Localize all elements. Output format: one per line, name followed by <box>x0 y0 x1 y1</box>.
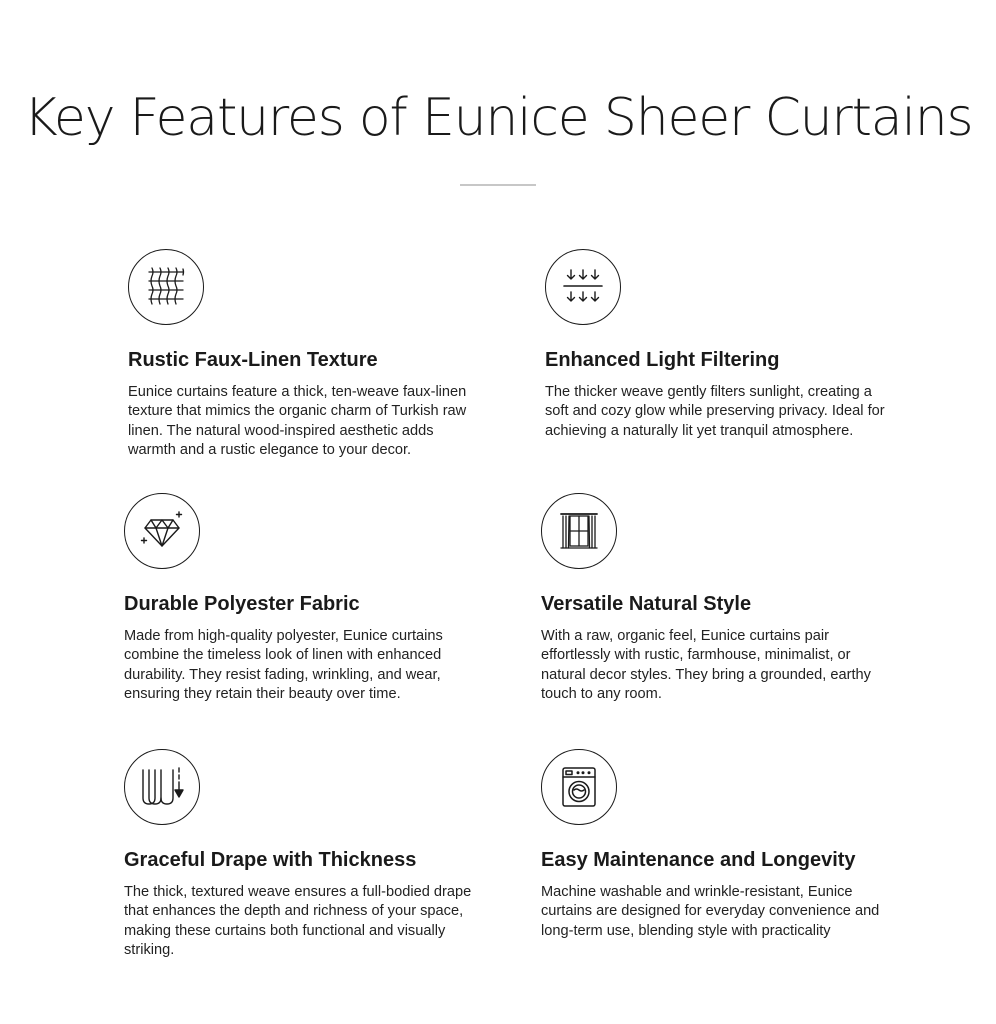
feature-title: Durable Polyester Fabric <box>124 593 360 615</box>
feature-title: Enhanced Light Filtering <box>545 349 780 371</box>
drape-icon <box>124 749 200 825</box>
feature-title: Graceful Drape with Thickness <box>124 849 417 871</box>
feature-easy-maintenance <box>541 749 901 941</box>
feature-durable-fabric <box>124 493 484 705</box>
feature-graceful-drape <box>124 749 484 961</box>
feature-description: The thick, textured weave ensures a full-bodied drape that enhances the depth and richness of your space, making these curtains both functional and visually striking. <box>124 884 472 959</box>
washing-machine-icon <box>541 749 617 825</box>
feature-description: With a raw, organic feel, Eunice curtains pair effortlessly with rustic, farmhouse, minimalist, or natural decor styles. They bring a grounded, earthy touch to any room. <box>541 628 871 703</box>
feature-rustic-texture <box>128 249 488 461</box>
diamond-icon <box>124 493 200 569</box>
light-filter-icon <box>545 249 621 325</box>
feature-light-filtering <box>545 249 905 441</box>
feature-title: Rustic Faux-Linen Texture <box>128 349 378 371</box>
feature-description: Made from high-quality polyester, Eunice curtains combine the timeless look of linen with enhanced durability. They resist fading, wrinkling, and wear, ensuring they retain their beauty over time. <box>124 628 443 703</box>
feature-description: The thicker weave gently filters sunlight, creating a soft and cozy glow while preserving privacy. Ideal for achieving a naturally lit yet tranquil atmosphere. <box>545 384 885 439</box>
feature-title: Easy Maintenance and Longevity <box>541 849 856 871</box>
feature-title: Versatile Natural Style <box>541 593 752 615</box>
feature-natural-style <box>541 493 901 705</box>
weave-texture-icon <box>128 249 204 325</box>
feature-description: Machine washable and wrinkle-resistant, Eunice curtains are designed for everyday convenience and long-term use, blending style with practicality <box>541 884 880 939</box>
title-divider <box>460 184 536 186</box>
feature-description: Eunice curtains feature a thick, ten-weave faux-linen texture that mimics the organic charm of Turkish raw linen. The natural wood-inspired aesthetic adds warmth and a rustic elegance to your decor. <box>128 384 467 459</box>
page-title: Key Features of Eunice Sheer Curtains <box>23 88 973 148</box>
window-curtain-icon <box>541 493 617 569</box>
